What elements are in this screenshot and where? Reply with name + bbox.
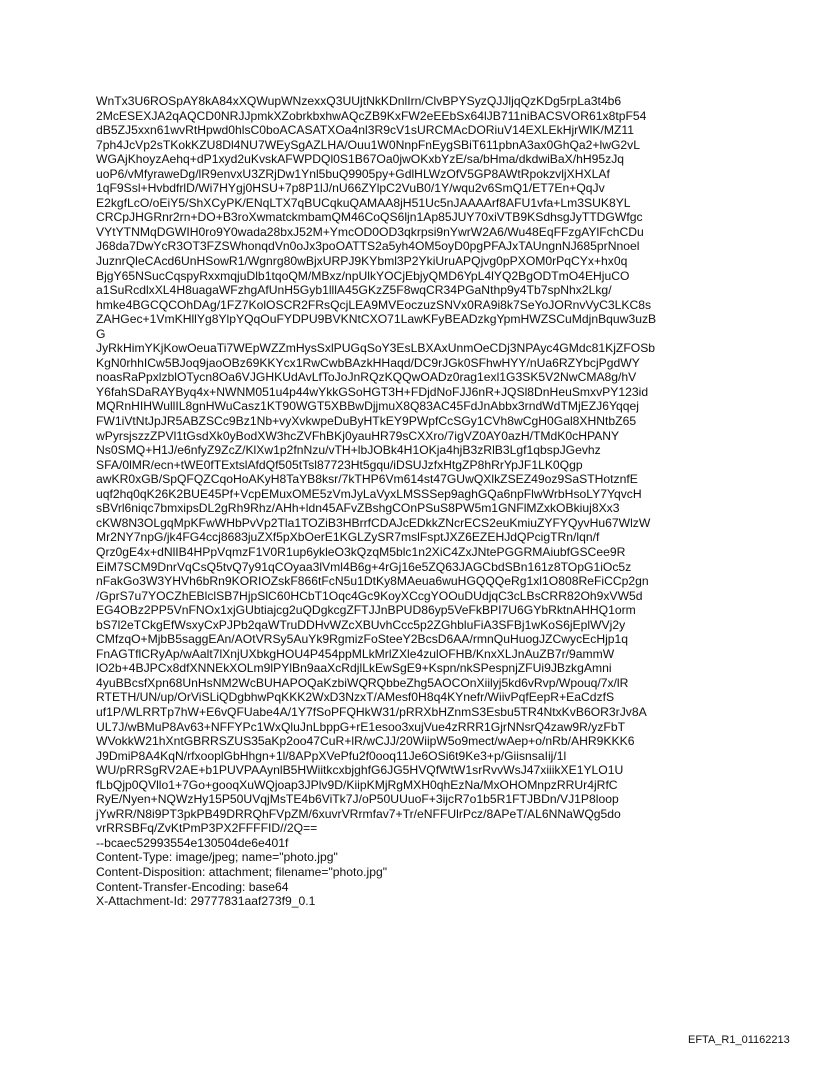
document-line: 7ph4JcVp2sTKokKZU8Dl4NU7WEySgAZLHA/Ouu1W0NnpFnEygSBiT611pbnA3ax0GhQa2+lwG2vL [96,137,641,152]
document-line: cKW8N3OLgqMpKFwWHbPvVp2Tla1TOZiB3HBrrfCDAJcEDkkZNcrECS2euKmiuZYFYQyvHu67WlzW [96,515,651,530]
document-line: MQRnHIHWullIL8gnHWuCasz1KT90WGT5XBBwDjjmuX8Q83AC45FdJnAbbx3rndWdTMjEZJ6Yqqej [96,399,639,414]
document-line: Content-Disposition: attachment; filename="photo.jpg" [96,864,388,879]
document-line: uf1P/WLRRTp7hW+E6vQFUabe4A/1Y7fSoPFQHkW31/pRRXbHZnmS3Esbu5TR4NtxKvB6OR3rJv8A [96,704,647,719]
document-line: vrRRSBFq/ZvKtPmP3PX2FFFFID//2Q== [96,821,318,836]
document-line: lO2b+4BJPCx8dfXNNEkXOLm9lPYlBn9aaXcRdjlLkEwSgE9+Kspn/nkSPespnjZFUi9JBzkgAmni [96,661,612,676]
document-line: UL7J/wBMuP8Av63+NFFYPc1WxQluJnLbppG+rE1esoo3xujVue4zRRR1GjrNNsrQ4zaw9R/yzFbT [96,719,625,734]
document-line: jYwRR/N8i9PT3pkPB49DRRQhFVpZM/6xuvrVRrmfav7+Tr/eNFFUlrPcz/8APeT/AL6NNaWQg5do [96,806,621,821]
document-line: J9DmiP8A4KqN/rfxooplGbHhgn+1l/8APpXVePfu2f0ooq11Je6OSi6t9Ke3+p/GiisnsaIij/1l [96,748,567,763]
document-line: wPyrsjszzZPVl1tGsdXk0yBodXW3hcZVFhBKj0yauHR79sCXXro/7igVZ0AY0azH/TMdK0cHPANY [96,428,620,443]
document-line: nFakGo3W3YHVh6bRn9KORIOZskF866tFcN5u1DtKy8MAeua6wuHGQQQeRg1xl1O808ReFiCCp2gn [96,574,649,589]
document-line: JuznrQleCAcd6UnHSowR1/Wgnrg80wBjxURPJ9KYbml3P2YkiUruAPQjvg0pPXOM0rPqCYx+hx0q [96,254,628,269]
document-line: Ns0SMQ+H1J/e6nfyZ9ZcZ/KlXw1p2fnNzu/vTH+lbJOBk4H1OKja4hjB3zRlB3Lgf1qbspJGevhz [96,443,601,458]
document-line: fLbQjp0QVllo1+7Go+gooqXuWQjoap3JPlv9D/KiipKMjRgMXH0qhEzNa/MxOHOMnpzRRUr4jRfC [96,777,618,792]
document-line: /GprS7u7YOCZhEBlclSB7HjpSlC60HCbT1Oqc4Gc9KoyXCcgYOOuDUdjqC3cLBsCRR82Oh9xVW5d [96,588,643,603]
document-line: J68da7DwYcR3OT3FZSWhonqdVn0oJx3poOATTS2a5yh4OM5oyD0pgPFAJxTAUngnNJ685prNnoel [96,239,640,254]
document-line: WGAjKhoyzAehq+dP1xyd2uKvskAFWPDQl0S1B67Oa0jwOKxbYzE/sa/bHma/dkdwiBaX/hH95zJq [96,152,625,167]
document-line: sBVrl6niqc7bmxipsDL2gRh9Rhz/AHh+ldn45AFvZBshgCOnPSuS8PW5m1GNFlMZxkOBkiuj8Xx3 [96,501,620,516]
document-line: --bcaec52993554e130504de6e401f [96,835,289,850]
document-line: 1qF9Ssl+HvbdfrlD/Wi7HYgj0HSU+7p8P1lJ/nU66ZYlpC2VuB0/1Y/wqu2v6SmQ1/ET7En+QqJv [96,181,605,196]
document-line: Content-Type: image/jpeg; name="photo.jpg" [96,850,338,865]
document-line: RTETH/UN/up/OrViSLiQDgbhwPqKKK2WxD3NzxT/AMesf0H8q4KYnefr/WiivPqfEepR+EaCdzfS [96,690,615,705]
document-line: ZAHGec+1VmKHllYg8YlpYQqOuFYDPU9BVKNtCXO71LawKFyBEADzkgYpmHWZSCuMdjnBquw3uzB [96,312,657,327]
document-line: uoP6/vMfyraweDg/lR9envxU3ZRjDw1Ynl5buQ9905py+GdlHLWzOfV5GP8AWtRpokzvljXHXLAf [96,166,610,181]
document-line: KgN0rhhICw5BJoq9jaoOBz69KKYcx1RwCwbBAzkHHaqd/DC9rJGk0SFhwHYY/nUa6RZYbcjPgdWY [96,355,640,370]
document-line: RyE/Nyen+NQWzHy15P50UVqjMsTE4b6ViTk7J/oP50UUuoF+3ijcR7o1b5R1FTJBDn/VJ1P8loop [96,792,619,807]
document-line: Qrz0gE4x+dNlIB4HPpVqmzF1V0R1up6ykleO3kQzqM5blc1n2XiC4ZxJNtePGGRMAiubfGSCee9R [96,544,626,559]
document-line: FW1iVtNtJpJR5ABZSCc9Bz1Nb+vyXvkwpeDuByHTkEY9PWpfCcSGy1CVh8wCgH0Gal8XHNtbZ65 [96,414,637,429]
document-line: WVokkW21hXntGBRRSZUS35aKp2oo47CuR+lR/wCJJ/20WiipW5o9mect/wAep+o/nRb/AHR9KKK6 [96,734,635,749]
document-body [96,94,736,909]
document-line: FnAGTflCRyAp/wAalt7lXnjUXbkgHOU4P454ppMLkMrlZXle4zulOFHB/KnxXLJnAuZB7r/9ammW [96,646,615,661]
document-line: awKR0xGB/SpQFQZCqoHoAKyH8TaYB8ksr/7kTHP6Vm614st47GUwQXlkZSEZ49oz9SaSTHotznfE [96,472,638,487]
document-line: 2McESEXJA2qAQCD0NRJJpmkXZobrkbxhwAQcZB9KxFW2eEEbSx64lJB711niBACSVOR61x8tpF54 [96,108,647,123]
document-line: dB5ZJ5xxn61wvRtHpwd0hlsC0boACASATXOa4nl3R9cV1sURCMAcDORiuV14EXLEkHjrWlK/MZ11 [96,123,634,138]
document-line: noasRaPpxlzblOTycn8Oa6VJGHKUdAvLfToJoJnRQzKQQwOADz0rag1exl1G3SK5V2NwCMA8g/hV [96,370,637,385]
document-line: 4yuBBcsfXpn68UnHsNM2WcBUHAPOQaKzbiWQRQbbeZhg5AOCOnXiilyj5kd6vRvp/Wpouq/7x/lR [96,675,629,690]
document-line: Content-Transfer-Encoding: base64 [96,879,289,894]
document-line: EG4OBz2PP5VnFNOx1xjGUbtiajcg2uQDgkcgZFTJJnBPUD86yp5VeFkBPI7U6GYbRktnAHHQ1orm [96,603,636,618]
document-line: EiM7SCM9DnrVqCsQ5tvQ7y91qCOyaa3lVml4B6g+4rGj16e5ZQ63JAGCbdSBn161z8TOpG1iOc5z [96,559,632,574]
document-line: VYtYTNMqDGWIH0ro9Y0wada28bxJ52M+YmcOD0OD3qkrpsi9nYwrW2A6/Wu48EqFFzgAYlFchCDu [96,224,644,239]
document-line: G [96,326,106,341]
document-line: CRCpJHGRnr2rn+DO+B3roXwmatckmbamQM46CoQS6ljn1Ap85JUY70xiVTB9KSdhsgJyTTDGWfgc [96,210,643,225]
document-line: SFA/0lMR/ecn+tWE0fTExtslAfdQf505tTsl87723Ht5gqu/iDSUJzfxHtgZP8hRrYpJF1LK0Qgp [96,457,583,472]
document-line: Mr2NY7npG/jk4FG4ccj8683juZXf5pXbOerE1KGLZySR7mslFsptJXZ6EZEHJdQPcigTRn/lqn/f [96,530,600,545]
document-line: BjgY65NSucCqspyRxxmqjuDlb1tqoQM/MBxz/npUlkYOCjEbjyQMD6YpL4lYQ2BgODTmO4EHjuCO [96,268,630,283]
document-line: WU/pRRSgRV2AE+b1PUVPAAynlB5HWiitkcxbjghfG6JG5HVQfWtW1srRvvWsJ47xiiikXE1YLO1U [96,763,624,778]
document-line: Y6fahSDaRAYByq4x+NWNM051u4p44wYkkGSoHGT3H+FDjdNoFJJ6nR+JQSl8DnHeuSmxvPY123id [96,384,649,399]
document-line: WnTx3U6ROSpAY8kA84xXQWupWNzexxQ3UUjtNkKDnlIrn/ClvBPYSyzQJJljqQzKDg5rpLa3t4b6 [96,94,622,108]
document-line: a1SuRcdlxXL4H8uagaWFzhgAfUnH5Gyb1lllA45GKzZ5F8wqCR34PGaNthp9y4Tb7spNhx2Lkg/ [96,283,612,298]
document-line: CMfzqO+MjbB5saggEAn/AOtVRSy5AuYk9RgmizFoSteeY2BcsD6AA/rmnQuHuogJZCwycEcHjp1q [96,632,629,647]
document-line: hmke4BGCQCOhDAg/1FZ7KolOSCR2FRsQcjLEA9MVEoczuzSNVx0RA9i8k7SeYoJORnvVyC3LKC8s [96,297,652,312]
document-footer-id: EFTA_R1_01162213 [688,1034,790,1046]
document-line: E2kgfLcO/oEiY5/ShXCyPK/ENqLTX7qBUCqkuQAMAA8jH51Uc5nJAAAArf8AFU1vfa+Lm3SUK8YL [96,195,631,210]
document-line: uqf2hq0qK26K2BUE45Pf+VcpEMuxOME5zVmJyLaVyxLMSSSep9aghGQa6npFlwWrbHsoLY7YqvcH [96,486,642,501]
document-line: JyRkHimYKjKowOeuaTi7WEpWZZmHysSxlPUGqSoY3EsLBXAxUnmOeCDj3NPAyc4GMdc81KjZFOSb [96,341,656,356]
document-line: bS7l2eTCkgEfWsxyCxPJPb2qaWTruDDHvWZcXBUvhCcc5p2ZGhbluFiA3SFBj1wKoS6jEplWVj2y [96,617,626,632]
document-line: X-Attachment-Id: 29777831aaf273f9_0.1 [96,894,316,909]
